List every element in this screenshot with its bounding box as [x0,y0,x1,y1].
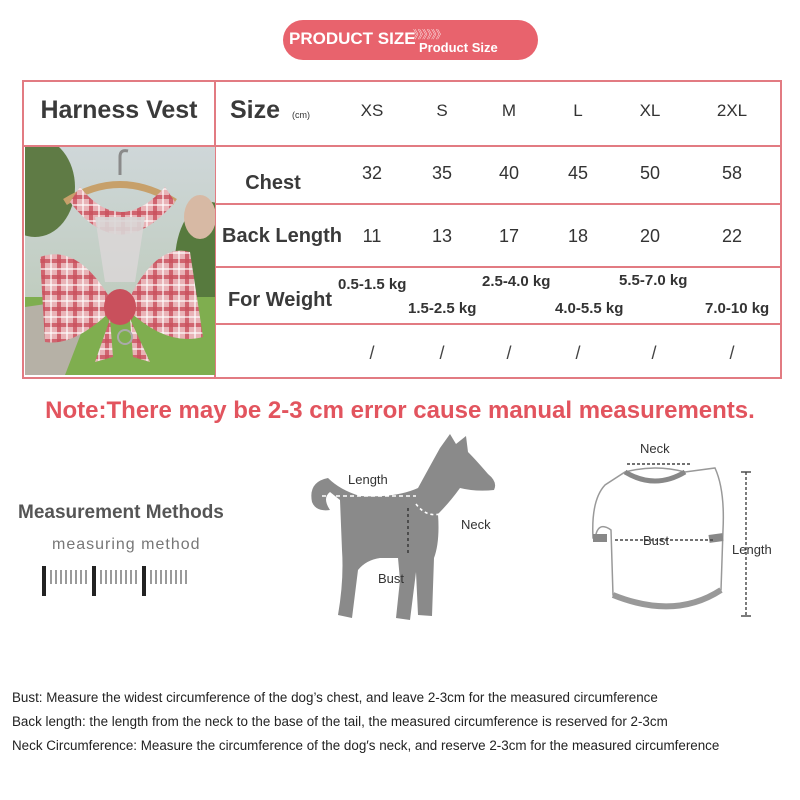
chest-xs: 32 [361,163,383,183]
product-size-banner [283,20,538,60]
weight-xs: 0.5-1.5 kg [338,276,407,293]
chest-xl: 50 [639,163,661,183]
shirt-neck-label: Neck [640,441,670,456]
size-label: Size [230,96,281,124]
blank-xl: / [651,343,657,363]
measurement-methods-title: Measurement Methods [18,502,224,523]
table-row-divider [214,323,782,325]
chest-2xl: 58 [721,163,743,183]
table-border-top [22,80,782,82]
banner-arrows: 》》》》》》 [413,29,446,41]
neck-instruction: Neck Circumference: Measure the circumference of the dog′s neck, and reserve 2-3cm for the measured circumference [12,738,720,753]
product-title: Harness Vest [40,96,198,124]
back-length-instruction: Back length: the length from the neck to the base of the tail, the measured circumference is reserved for 2-3cm [12,714,668,729]
bust-instruction: Bust: Measure the widest circumference of the dog’s chest, and leave 2-3cm for the measured circumference [12,690,658,705]
back-length-label: Back Length [222,225,343,247]
ruler-icon [42,566,202,600]
blank-2xl: / [729,343,735,363]
measurement-instructions [12,686,800,758]
shirt-bust-label: Bust [643,533,670,548]
measurement-note: Note:There may be 2-3 cm error cause manual measurements. [45,397,755,424]
shirt-measurement-diagram [585,430,785,630]
weight-2xl: 7.0-10 kg [705,300,770,317]
chest-l: 45 [567,163,589,183]
size-2xl: 2XL [716,101,748,120]
banner-subtitle: Product Size [419,40,498,55]
dog-neck-label: Neck [461,517,491,532]
blank-m: / [506,343,512,363]
weight-l: 4.0-5.5 kg [555,300,624,317]
dog-bust-label: Bust [378,571,405,586]
shirt-length-label: Length [732,542,772,557]
size-xs: XS [360,101,384,120]
blank-s: / [439,343,445,363]
size-l: L [573,101,583,120]
weight-m: 2.5-4.0 kg [482,273,551,290]
chest-s: 35 [431,163,453,183]
dog-measurement-diagram [300,430,510,630]
table-border-bottom [22,377,782,379]
banner-title: PRODUCT SIZE [289,29,416,48]
back-length-s: 13 [431,226,453,246]
table-border-right [780,80,782,379]
size-s: S [436,101,448,120]
weight-label: For Weight [227,289,333,311]
back-length-m: 17 [498,226,520,246]
back-length-xs: 11 [362,226,382,246]
back-length-2xl: 22 [721,226,743,246]
size-m: M [501,101,517,120]
blank-xs: / [369,343,375,363]
product-photo [25,147,215,375]
chest-m: 40 [498,163,520,183]
unit-label: (cm) [292,110,310,120]
measurement-methods-subtitle: measuring method [52,536,201,553]
table-row-divider [214,266,782,268]
back-length-xl: 20 [639,226,661,246]
back-length-l: 18 [567,226,589,246]
weight-xl: 5.5-7.0 kg [619,272,688,289]
blank-l: / [575,343,581,363]
shirt-outline-icon [585,430,785,630]
table-row-divider [214,203,782,205]
weight-s: 1.5-2.5 kg [408,300,477,317]
size-xl: XL [639,101,661,120]
size-table [22,80,782,380]
chest-label: Chest [245,172,301,194]
dog-length-label: Length [348,472,388,487]
